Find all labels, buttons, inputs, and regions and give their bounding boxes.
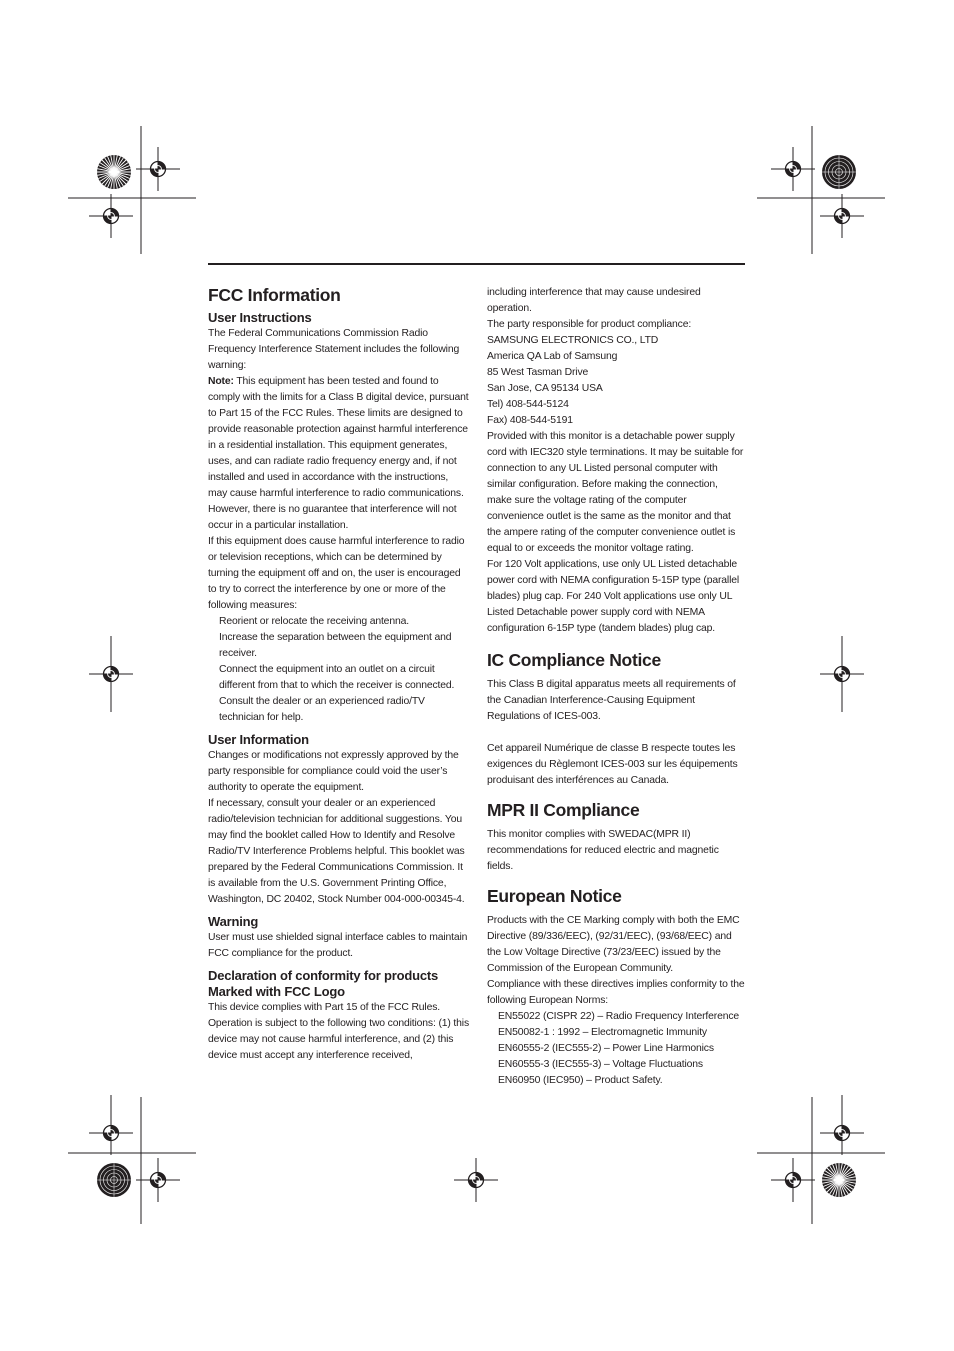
note-text: This equipment has been tested and found to comply with the limits for a Class B digital device, pursuant to Part 15 of the FCC Rules. These limits are designed to provide reasonable protection against harmful interference in a residential installation. This equipment generates, uses, and can radiate radio frequency energy and, if not installed and used in accordance with the instructions, may cause harmful interference to radio communications. However, there is no guarantee that interference will not occur in a particular installation.	[208, 376, 469, 531]
measure-item: Connect the equipment into an outlet on a circuit different from that to which the receiver is connected.	[219, 664, 455, 691]
user-information-heading: User Information	[208, 732, 309, 747]
norm-item: EN60950 (IEC950) – Product Safety.	[498, 1075, 663, 1086]
ic-title: IC Compliance Notice	[487, 650, 661, 670]
party-line: America QA Lab of Samsung	[487, 351, 618, 362]
ic-french: Cet appareil Numérique de classe B respecte toutes les exigences du Règlemont ICES-003 sur les équipements produisant des interférences au Canada.	[487, 743, 738, 786]
measure-item: Consult the dealer or an experienced radio/TV technician for help.	[219, 696, 425, 723]
norm-item: EN60555-2 (IEC555-2) – Power Line Harmonics	[498, 1043, 714, 1054]
declaration-text: This device complies with Part 15 of the FCC Rules. Operation is subject to the following two conditions: (1) this device may not cause harmful interference, and (2) this device must accept any interference received,	[208, 1002, 469, 1061]
european-text2: Compliance with these directives implies conformity to the following European Norms:	[487, 979, 745, 1006]
mpr-text: This monitor complies with SWEDAC(MPR II) recommendations for reduced electric and magnetic fields.	[487, 829, 719, 872]
european-title: European Notice	[487, 886, 622, 906]
user-instructions-intro: The Federal Communications Commission Radio Frequency Interference Statement includes the following warning:	[208, 328, 460, 371]
interference-paragraph: If this equipment does cause harmful interference to radio or television receptions, which can be determined by turning the equipment off and on, the user is encouraged to try to correct the interference by one or more of the following measures:	[208, 536, 465, 611]
note-label: Note:	[208, 376, 234, 387]
european-text: Products with the CE Marking comply with both the EMC Directive (89/336/EEC), (92/31/EEC), (93/68/EEC) and the Low Voltage Directive (73/23/EEC) issued by the Commission of the European Community.	[487, 915, 740, 974]
power-cord-paragraph: Provided with this monitor is a detachable power supply cord with IEC320 style terminations. It may be suitable for connection to any UL Listed personal computer with similar configuration. Before making the connection, make sure the voltage rating of the computer convenience outlet is the same as the monitor and that the ampere rating of the computer convenience outlet is equal to or exceeds the monitor voltage rating.	[487, 431, 744, 554]
column-right	[487, 285, 745, 1089]
user-instructions-heading: User Instructions	[208, 310, 312, 325]
volt-paragraph: For 120 Volt applications, use only UL Listed detachable power cord with NEMA configuration 5-15P type (parallel blades) plug cap. For 240 Volt applications use only UL Listed Detachable power supply cord with NEMA configuration 6-15P type (tandem blades) plug cap.	[487, 559, 740, 634]
warning-heading: Warning	[208, 914, 259, 929]
user-information-para2: If necessary, consult your dealer or an experienced radio/television technician for additional suggestions. You may find the booklet called How to Identify and Resolve Radio/TV Interference Problems helpful. This booklet was prepared by the Federal Communications Commission. It is available from the U.S. Government Printing Office, Washington, DC 20402, Stock Number 004-000-00345-4.	[208, 798, 465, 905]
party-line: Fax) 408-544-5191	[487, 415, 573, 426]
party-line: SAMSUNG ELECTRONICS CO., LTD	[487, 335, 659, 346]
measure-item: Increase the separation between the equipment and receiver.	[219, 632, 452, 659]
user-information-para1: Changes or modifications not expressly approved by the party responsible for compliance could void the user’s authority to operate the equipment.	[208, 750, 459, 793]
ic-english: This Class B digital apparatus meets all requirements of the Canadian Interference-Causing Equipment Regulations of ICES-003.	[487, 679, 736, 722]
party-line: San Jose, CA 95134 USA	[487, 383, 603, 394]
declaration-continuation: including interference that may cause undesired operation.	[487, 287, 701, 314]
party-line: Tel) 408-544-5124	[487, 399, 569, 410]
norm-item: EN60555-3 (IEC555-3) – Voltage Fluctuations	[498, 1059, 703, 1070]
norm-item: EN55022 (CISPR 22) – Radio Frequency Interference	[498, 1011, 740, 1022]
column-left	[208, 284, 470, 1064]
declaration-heading: Declaration of conformity for products Marked with FCC Logo	[208, 968, 439, 999]
party-line: The party responsible for product compliance:	[487, 319, 692, 330]
party-line: 85 West Tasman Drive	[487, 367, 589, 378]
header-rule	[208, 263, 745, 265]
fcc-note	[208, 374, 470, 534]
measure-item: Reorient or relocate the receiving antenna.	[219, 616, 409, 627]
fcc-title: FCC Information	[208, 285, 341, 305]
warning-text: User must use shielded signal interface cables to maintain FCC compliance for the product.	[208, 932, 468, 959]
norm-item: EN50082-1 : 1992 – Electromagnetic Immunity	[498, 1027, 707, 1038]
mpr-title: MPR II Compliance	[487, 800, 640, 820]
